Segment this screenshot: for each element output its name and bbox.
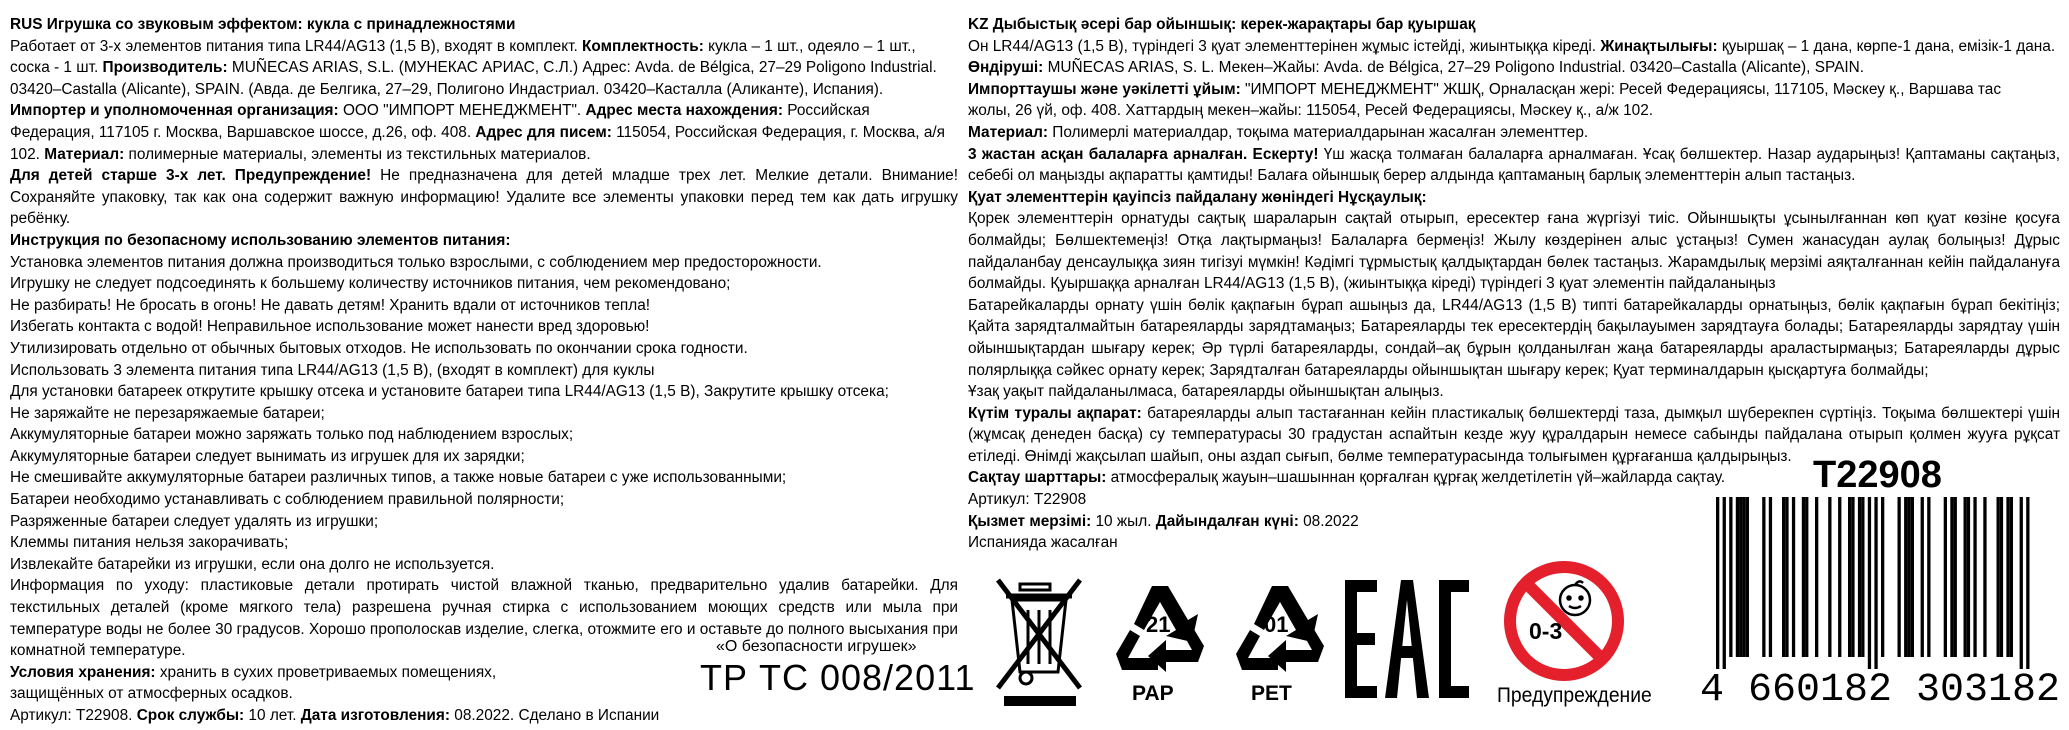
barcode-bar (2026, 497, 2029, 669)
barcode-bar (1868, 497, 1871, 669)
barcode-bar (1848, 497, 1851, 657)
barcode-bar (1785, 497, 1788, 657)
barcode-bar (1723, 497, 1726, 669)
kz-storage-line: Сақтау шарттары: атмосфералық жауын–шашыннан қорғалған құрғақ желдетілетін үй–жайларда сақтау. (968, 469, 1726, 487)
barcode-bar (1746, 497, 1749, 657)
barcode-bar (1874, 497, 1877, 669)
kz-power-line: Он LR44/AG13 (1,5 В), түрiндегi 3 қуат элементтерінен жұмыс істейді, жиынтыққа кіреді. Жинақтылығы: қуыршақ – 1 дана, көрпе-1 дана, емізік-1 дана. (968, 37, 2056, 55)
age-label: 0-3 (1529, 618, 1563, 644)
toy-safety-caption: «О безопасности игрушек» (716, 638, 917, 655)
barcode-bar (1802, 497, 1805, 657)
ru-instruction-item: Не смешивайте аккумуляторные батареи различных типов, а также новые батареи с уже использованными; (10, 469, 787, 487)
barcode-bar (1782, 497, 1785, 657)
barcode-bar (1769, 497, 1772, 657)
technical-regulation-number: ТР ТС 008/2011 (700, 657, 976, 698)
ru-instruction-item: Использовать 3 элемента питания типа LR44/AG13 (1,5 В), (входят в комплект) для куклы (10, 361, 655, 379)
pap-number: 21 (1146, 612, 1171, 637)
ru-address-line: 03420–Castalla (Alicante), SPAIN. (Авда. де Белгика, 27–29, Полигоно Индастриал. 03420–Касталла (Аликанте), Испания). (10, 80, 884, 98)
barcode-bar (1828, 497, 1831, 657)
article-code: T22908 (1813, 454, 1942, 496)
barcode-bar (1950, 497, 1953, 657)
ru-instruction-item: Не заряжайте не перезаряжаемые батареи; (10, 404, 325, 422)
barcode-bar (1861, 497, 1864, 657)
barcode-bar (1964, 497, 1967, 657)
ru-instruction-item: Не разбирать! Не бросать в огонь! Не давать детям! Хранить вдали от источников тепла! (10, 296, 651, 314)
kz-made-in-line: Испанияда жасалған (968, 534, 1118, 552)
russian-section (10, 14, 958, 727)
ru-instruction-item: Аккумуляторные батареи можно заряжать только под наблюдением взрослых; (10, 426, 574, 444)
eac-mark (1345, 580, 1469, 698)
ru-instructions-list (10, 252, 958, 576)
ean-barcode (1706, 497, 2046, 669)
ru-instructions-title: Инструкция по безопасному использованию элементов питания: (10, 231, 511, 249)
ru-instruction-item: Клеммы питания нельзя закорачивать; (10, 534, 289, 552)
kz-manufacturer-line: Өндіруші: MUÑECAS ARIAS, S. L. Мекен–Жайы: Avda. de Bélgica, 27–29 Poligono Industrial. 03420–Castalla (Alicante), SPAIN. (968, 59, 1865, 77)
kz-instructions-last: Ұзақ уақыт пайдаланылмаса, батареяларды ойыншықтан алыңыз. (968, 383, 1444, 401)
ean-digits: 4 660182 303182 (1700, 668, 2061, 713)
ru-instruction-item: Установка элементов питания должна производиться только взрослыми, с соблюдением мер предосторожности. (10, 253, 822, 271)
barcode-bar (1792, 497, 1795, 657)
warning-label: Предупреждение (1497, 684, 1652, 707)
barcode-bar (1739, 497, 1742, 657)
barcode-bar (1881, 497, 1884, 657)
kz-service-line: Қызмет мерзімі: 10 жыл. Дайындалған күні: 08.2022 (968, 512, 1359, 530)
ru-power-line: Работает от 3-х элементов питания типа LR44/AG13 (1,5 В), входят в комплект. Комплектность: кукла – 1 шт., одеяло – 1 шт., (10, 37, 916, 55)
barcode-bar (1729, 497, 1732, 657)
barcode-bar (1762, 497, 1765, 657)
barcode-bar (1907, 497, 1910, 657)
kz-warning-paragraph: 3 жастан асқан балаларға арналған. Ескерту! Үш жасқа толмаған балаларға арналмаған. Ұсақ бөлшектер. Назар аударыңыз! Қаптаманы сақтаңыз, себебі ол маңызды ақпаратты қамтиды! Балаға ойыншық берер алдында қаптаманың барлық элементтерін алып тастаңыз. (968, 145, 2060, 185)
barcode-bar (1904, 497, 1907, 657)
barcode-bar (1838, 497, 1841, 657)
ru-title: RUS Игрушка со звуковым эффектом: кукла с принадлежностями (10, 16, 516, 33)
ru-instruction-item: Утилизировать отдельно от обычных бытовых отходов. Не использовать по окончании срока годности. (10, 339, 748, 357)
barcode-bar (1927, 497, 1930, 657)
barcode-bar (1997, 497, 2000, 657)
barcode-bar (2010, 497, 2013, 657)
kz-instructions-title: Қуат элементтерін қауіпсіз пайдалану жөніндегі Нұсқаулық: (968, 188, 1427, 206)
kz-article-line: Артикул: Т22908 (968, 491, 1087, 509)
pet-label: PET (1251, 682, 1292, 705)
ru-footer-line: Артикул: Т22908. Срок службы: 10 лет. Дата изготовления: 08.2022. Сделано в Испании (10, 707, 660, 724)
barcode-bar (1944, 497, 1947, 657)
age-restriction-icon (1503, 560, 1625, 682)
barcode-bar (2006, 497, 2009, 657)
barcode-bar (1921, 497, 1924, 657)
ru-instruction-item: Избегать контакта с водой! Неправильное использование может нанести вред здоровью! (10, 318, 650, 336)
barcode-bar (2020, 497, 2023, 669)
kz-instructions-paragraph-2: Батарейкаларды орнату үшін бөлік қақпағын бұрап ашыңыз да, LR44/AG13 (1,5 В) типті батарейкаларды орнатыңыз, бөлік қақпағын бұрап бекітіңіз; Қайта зарядталмайтын батареяларды зарядтамаңыз; Батареяларды тек ересектердің бақылауымен зарядтауға болады; Батареяларды зарядтау үшін ойыншықтардан шығару керек; Әр түрлі батареяларды, сондай–ақ бұрын қолданылған жаңа батареяларды араластырмаңыз; Батареяларды дұрыс полярлыққа сәйкес орнату керек; Зарядталған батареяларды ойыншықтан шығару керек; Қуат терминалдарын қысқартуға болмайды; (968, 296, 2060, 379)
barcode-bar (1967, 497, 1970, 657)
weee-crossed-bin-icon (992, 570, 1088, 710)
barcode-bar (1742, 497, 1745, 657)
barcode-bar (1954, 497, 1957, 657)
ru-instruction-item: Игрушку не следует подсоединять к большему количеству источников питания, чем рекомендовано; (10, 275, 731, 293)
barcode-bar (1973, 497, 1976, 657)
barcode-bar (1983, 497, 1986, 657)
kz-title: KZ Дыбыстық әсері бар ойыншық: керек-жарақтары бар қуыршақ (968, 16, 1476, 33)
barcode-bar (1911, 497, 1914, 657)
kz-importer-address-line: жолы, 26 үй, оф. 408. Хаттардың мекен–жайы: 115054, Ресей Федерациясы, Мәскеу қ., а/ж 102. (968, 102, 1654, 120)
barcode-bar (1805, 497, 1808, 657)
pap-label: PAP (1132, 682, 1174, 705)
kz-care-paragraph: Күтім туралы ақпарат: батареяларды алып тастағаннан кейін пластикалық бөлшектерді таза, дымқыл шүберекпен сүртіңіз. Тоқыма бөлшектері үшін (жұмсақ денеден басқа) су температурасы 30 градустан аспайтын кезде жуу құралдарын немесе сабынды пайдалана отырып қолмен жууға рұқсат етіледі. Өнімді жақсылап шайып, оны аздап сығып, бөлме температурасында толығымен құрғағанша қалдырыңыз. (968, 404, 2060, 465)
barcode-bar (1858, 497, 1861, 657)
ru-warning-paragraph: Для детей старше 3-х лет. Предупреждение! Не предназначена для детей младше трех лет. Мелкие детали. Внимание! Сохраняйте упаковку, так как она содержит важную информацию! Удалите все элементы упаковки перед тем как дать игрушку ребёнку. (10, 167, 958, 228)
ru-storage-line-2: защищённых от атмосферных осадков. (10, 685, 293, 703)
kz-material-line: Материал: Полимерлі материалдар, тоқыма материалдарынан жасалған элементтер. (968, 123, 1589, 141)
kz-instructions-paragraph-1: Қорек элементтерін орнатуды сақтық шараларын сақтай отырып, ересектер ғана жүргізуі тиіс. Ойыншықты ұсынылғаннан көп қуат көзіне қосуға болмайды; Бөлшектемеңіз! Отқа лақтырмаңыз! Балаларға бермеңіз! Жылу көздерінен алыс ұстаңыз! Сумен жанасудан аулақ болыңыз! Дұрыс пайдаланбау денсаулыққа зиян тигізуі мүмкін! Кәдімгі тұрмыстық қалдықтардан бөлек тастаңыз. Жарамдылық мерзімі аяқталғаннан кейін пайдалануға болмайды. Қуыршаққа арналған LR44/AG13 (1,5 В), (жиынтыққа кіреді) түріндегі 3 қуат элементін пайдаланыңыз (968, 210, 2060, 293)
ru-importer-address-line: Федерация, 117105 г. Москва, Варшавское шоссе, д.26, оф. 408. Адрес для писем: 115054, Российская Федерация, г. Москва, а/я (10, 123, 946, 141)
barcode-bar (1716, 497, 1719, 669)
ru-instruction-item: Извлекайте батарейки из игрушки, если она долго не используется. (10, 555, 495, 573)
ru-instruction-item: Для установки батареек открутите крышку отсека и установите батареи типа LR44/AG13 (1,5 В), Закрутите крышку отсека; (10, 383, 889, 401)
ru-instruction-item: Аккумуляторные батареи следует вынимать из игрушек для их зарядки; (10, 447, 525, 465)
barcode-bar (1851, 497, 1854, 657)
ru-manufacturer-line: соска - 1 шт. Производитель: MUÑECAS ARIAS, S.L. (МУНЕКАС АРИАС, С.Л.) Адрес: Avda. de Bélgica, 27–29 Poligono Industrial. (10, 59, 937, 77)
barcode-bar (1815, 497, 1818, 657)
ru-instruction-item: Разряженные батареи следует удалять из игрушки; (10, 512, 379, 530)
ru-care-paragraph: Информация по уходу: пластиковые детали протирать чистой влажной тканью, предварительно удалив батарейки. Для текстильных деталей (кроме мягкого тела) разрешена ручная стирка с использованием моющих средств или мыла при температуре воды не более 30 градусов. Хорошо прополоскав изделие, слегка, отожмите его и оставьте до полного высыхания при комнатной температуре. (10, 577, 958, 660)
ru-instruction-item: Батареи необходимо устанавливать с соблюдением правильной полярности; (10, 491, 565, 509)
barcode-bar (2000, 497, 2003, 657)
ru-material-line: 102. Материал: полимерные материалы, элементы из текстильных материалов. (10, 145, 591, 163)
barcode-bar (1736, 497, 1739, 657)
barcode-bar (1898, 497, 1901, 657)
ru-storage-line: Условия хранения: хранить в сухих проветриваемых помещениях, (10, 663, 497, 681)
kz-importer-line: Импорттаушы және уәкілетті ұйым: "ИМПОРТ МЕНЕДЖМЕНТ" ЖШҚ, Орналасқан жері: Ресей Федерациясы, 117105, Мәскеу қ., Варшава тас (968, 80, 2002, 98)
pet-number: 01 (1264, 612, 1289, 637)
ru-importer-line: Импортер и уполномоченная организация: ООО "ИМПОРТ МЕНЕДЖМЕНТ". Адрес места нахождения: Российская (10, 102, 870, 120)
